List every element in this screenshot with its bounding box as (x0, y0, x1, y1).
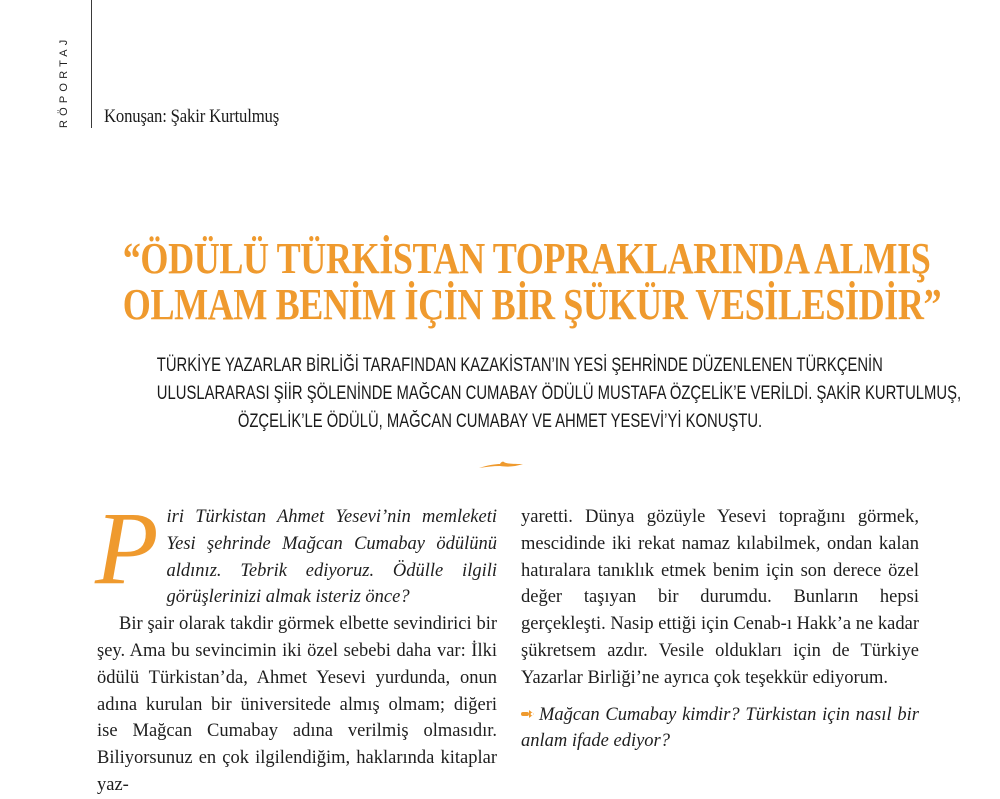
article-column-right (521, 504, 919, 755)
swash-ornament-icon (478, 459, 524, 471)
question-1-text: iri Türkistan Ahmet Yesevi’nin memleketi Yesi şehrinde Mağcan Cumabay ödülünü aldınız. Tebrik ediyoruz. Ödülle ilgili görüşlerinizi almak isteriz önce? (166, 507, 497, 608)
subheadline (60, 352, 962, 436)
article-column-left (95, 491, 497, 799)
headline-line-2: OLMAM BENİM İÇİN BİR ŞÜKÜR VESİLESİDİR” (122, 280, 942, 329)
vertical-rule (91, 0, 92, 128)
headline (40, 236, 960, 328)
subhead-line-3: ÖZÇELİK’LE ÖDÜLÜ, MAĞCAN CUMABAY VE AHMET YESEVİ’Yİ KONUŞTU. (237, 411, 763, 432)
subhead-line-2: ULUSLARARASI ŞİİR ŞÖLENİNDE MAĞCAN CUMABAY ÖDÜLÜ MUSTAFA ÖZÇELİK’E VERİLDİ. ŞAKİR KURTULMUŞ, (156, 383, 962, 404)
question-2 (521, 702, 919, 756)
section-label: RÖPORTAJ (58, 35, 70, 128)
answer-1-part-2: yaretti. Dünya gözüyle Yesevi toprağını görmek, mescidinde iki rekat namaz kılabilmek, ondan kalan hatıralara tanıklık etmek benim için son derece özel değer taşıyan bir durumdu. Bunların hepsi gerçekleşti. Nasip ettiği için Cenab-ı Hakk’a ne kadar şükretsem azdır. Vesile oldukları için de Türkiye Yazarlar Birliği’ne ayrıca çok teşekkür ediyorum. (521, 507, 919, 688)
question-1 (95, 491, 497, 611)
headline-line-1: “ÖDÜLÜ TÜRKİSTAN TOPRAKLARINDA ALMIŞ (122, 234, 931, 283)
answer-1-part-1: Bir şair olarak takdir görmek elbette sevindirici bir şey. Ama bu sevincimin iki özel sebebi daha var: İlki ödülü Türkistan’da, Ahmet Yesevi yurdunda, onun adına kurulan bir üniversitede almış olmam; diğeri ise Mağcan Cumabay adına verilmiş olmasıdır. Biliyorsunuz en çok ilgilendiğim, haklarında kitaplar yaz- (97, 614, 497, 795)
arrow-bullet-icon (521, 709, 537, 719)
subhead-line-1: TÜRKİYE YAZARLAR BİRLİĞİ TARAFINDAN KAZAKİSTAN’IN YESİ ŞEHRİNDE DÜZENLENEN TÜRKÇENİN (156, 355, 883, 376)
drop-cap: P (95, 491, 159, 606)
author-line: Konuşan: Şakir Kurtulmuş (104, 106, 280, 127)
question-2-text: Mağcan Cumabay kimdir? Türkistan için nasıl bir anlam ifade ediyor? (521, 704, 919, 752)
